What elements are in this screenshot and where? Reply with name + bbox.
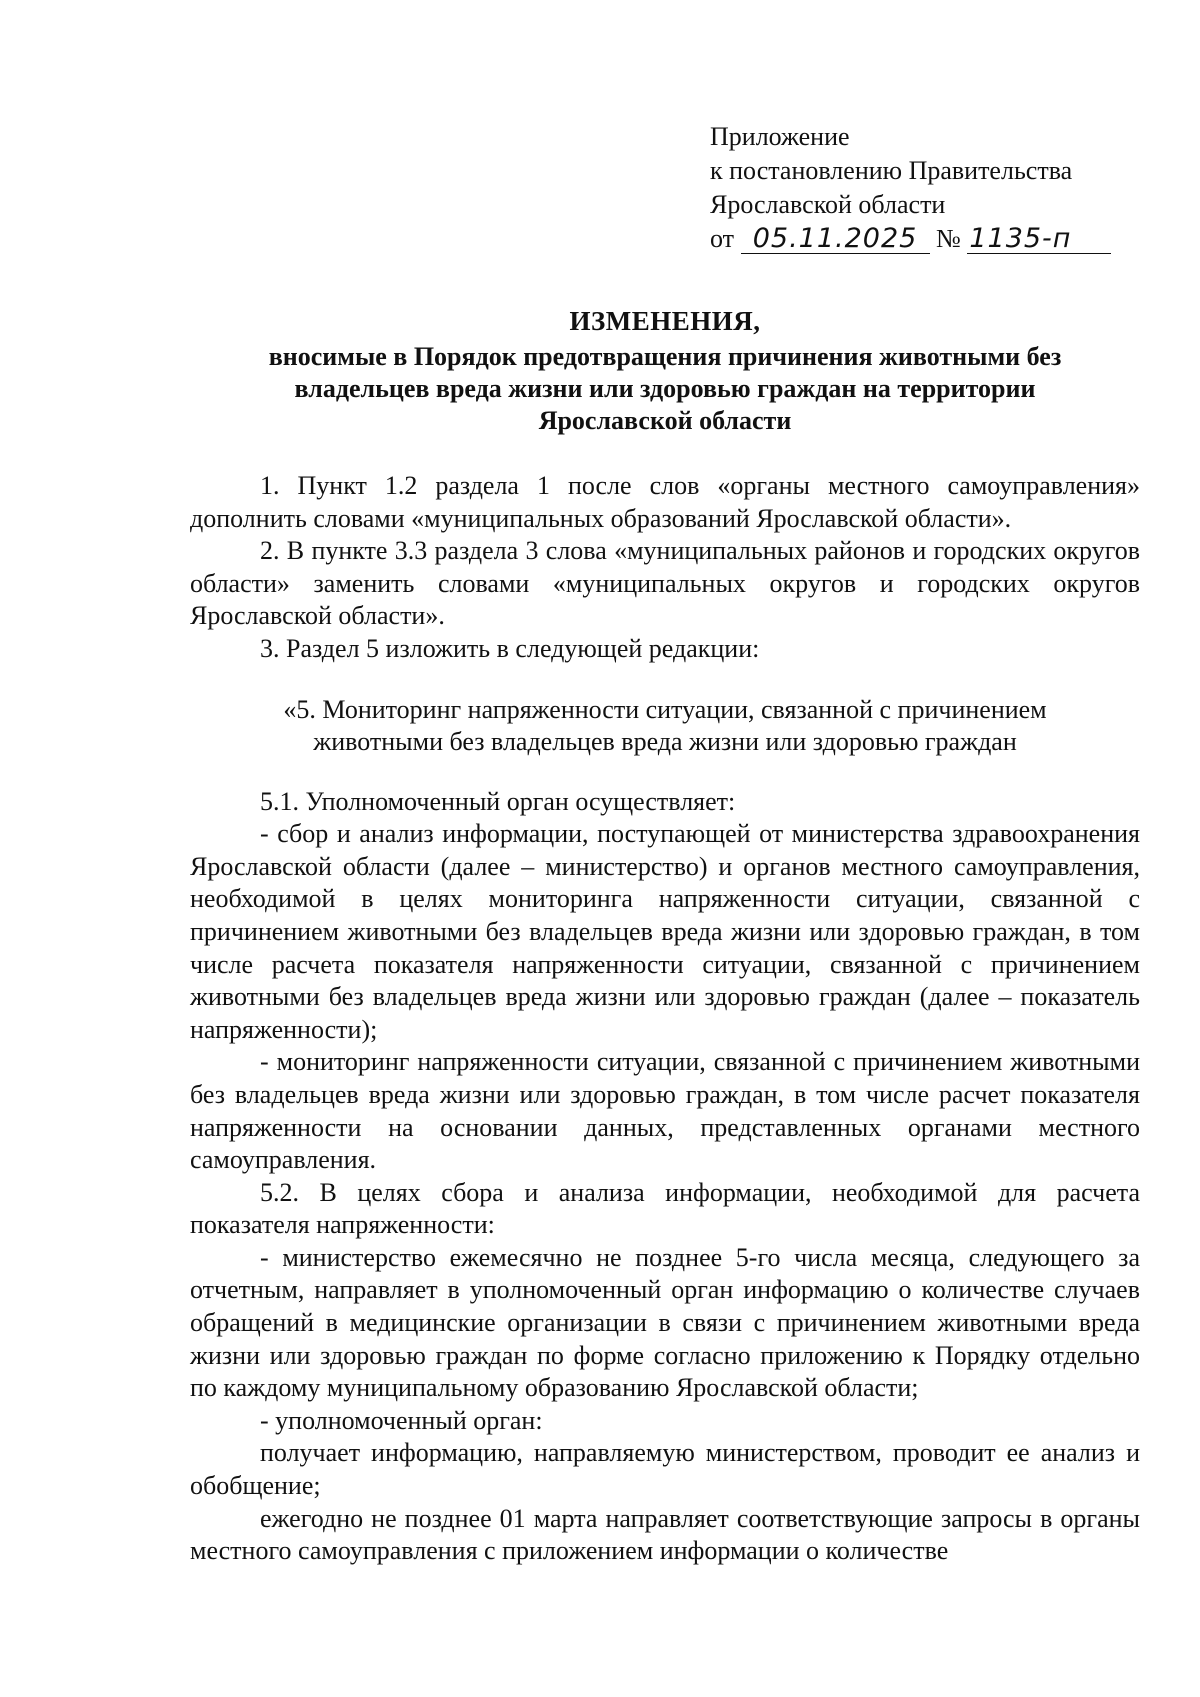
appendix-label: Приложение	[710, 122, 850, 151]
paragraph-5-1: 5.1. Уполномоченный орган осуществляет:	[260, 786, 736, 816]
handwritten-number: 1135-п	[967, 225, 1111, 254]
section-heading-line-1: «5. Мониторинг напряженности ситуации, связанной с причинением	[283, 694, 1047, 724]
paragraph-5-2: 5.2. В целях сбора и анализа информации, необходимой для расчета показателя напряженности:	[190, 1177, 1140, 1240]
title-subtitle-line-3: Ярославской области	[538, 406, 792, 435]
document-body	[190, 470, 1140, 1568]
paragraph-3: 3. Раздел 5 изложить в следующей редакции:	[260, 633, 760, 663]
document-title	[190, 305, 1140, 437]
paragraph-annually: ежегодно не позднее 01 марта направляет соответствующие запросы в органы местного самоуправления с приложением информации о количестве	[190, 1503, 1140, 1566]
section-5-heading	[190, 694, 1140, 758]
paragraph-2: 2. В пункте 3.3 раздела 3 слова «муниципальных районов и городских округов области» заменить словами «муниципальных округов и городских округов Ярославской области».	[190, 536, 1140, 631]
paragraph-1: 1. Пункт 1.2 раздела 1 после слов «органы местного самоуправления» дополнить словами «муниципальных образований Ярославской области».	[190, 471, 1140, 533]
paragraph-receives: получает информацию, направляемую министерством, проводит ее анализ и обобщение;	[190, 1438, 1140, 1501]
appendix-block	[710, 120, 1111, 256]
paragraph-monitoring: - мониторинг напряженности ситуации, связанной с причинением животными без владельцев вреда жизни или здоровью граждан, в том числе расчет показателя напряженности на основании данных, представленных органами местного самоуправления.	[190, 1047, 1140, 1175]
title-subtitle-line-1: вносимые в Порядок предотвращения причинения животными без	[268, 342, 1062, 371]
section-heading-line-2: животными без владельцев вреда жизни или здоровью граждан	[313, 726, 1017, 756]
handwritten-date: 05.11.2025	[741, 225, 930, 254]
date-prefix: от	[710, 224, 735, 253]
paragraph-authorized-body: - уполномоченный орган:	[260, 1405, 543, 1435]
paragraph-collection: - сбор и анализ информации, поступающей от министерства здравоохранения Ярославской области (далее – министерство) и органов местного самоуправления, необходимой в целях мониторинга напряженности ситуации, связанной с причинением животными без владельцев вреда жизни или здоровью граждан, в том числе расчета показателя напряженности ситуации, связанной с причинением животными без владельцев вреда жизни или здоровью граждан (далее – показатель напряженности);	[190, 819, 1140, 1044]
title-main: ИЗМЕНЕНИЯ,	[569, 306, 761, 336]
title-subtitle-line-2: владельцев вреда жизни или здоровью граждан на территории	[294, 374, 1036, 403]
paragraph-ministry: - министерство ежемесячно не позднее 5-го числа месяца, следующего за отчетным, направляет в уполномоченный орган информацию о количестве случаев обращений в медицинские организации в связи с причинением животными вреда жизни или здоровью граждан по форме согласно приложению к Порядку отдельно по каждому муниципальному образованию Ярославской области;	[190, 1242, 1140, 1403]
appendix-region: Ярославской области	[710, 190, 946, 219]
number-prefix: №	[936, 224, 961, 253]
appendix-resolution: к постановлению Правительства	[710, 156, 1073, 185]
appendix-date-number	[710, 222, 1111, 256]
